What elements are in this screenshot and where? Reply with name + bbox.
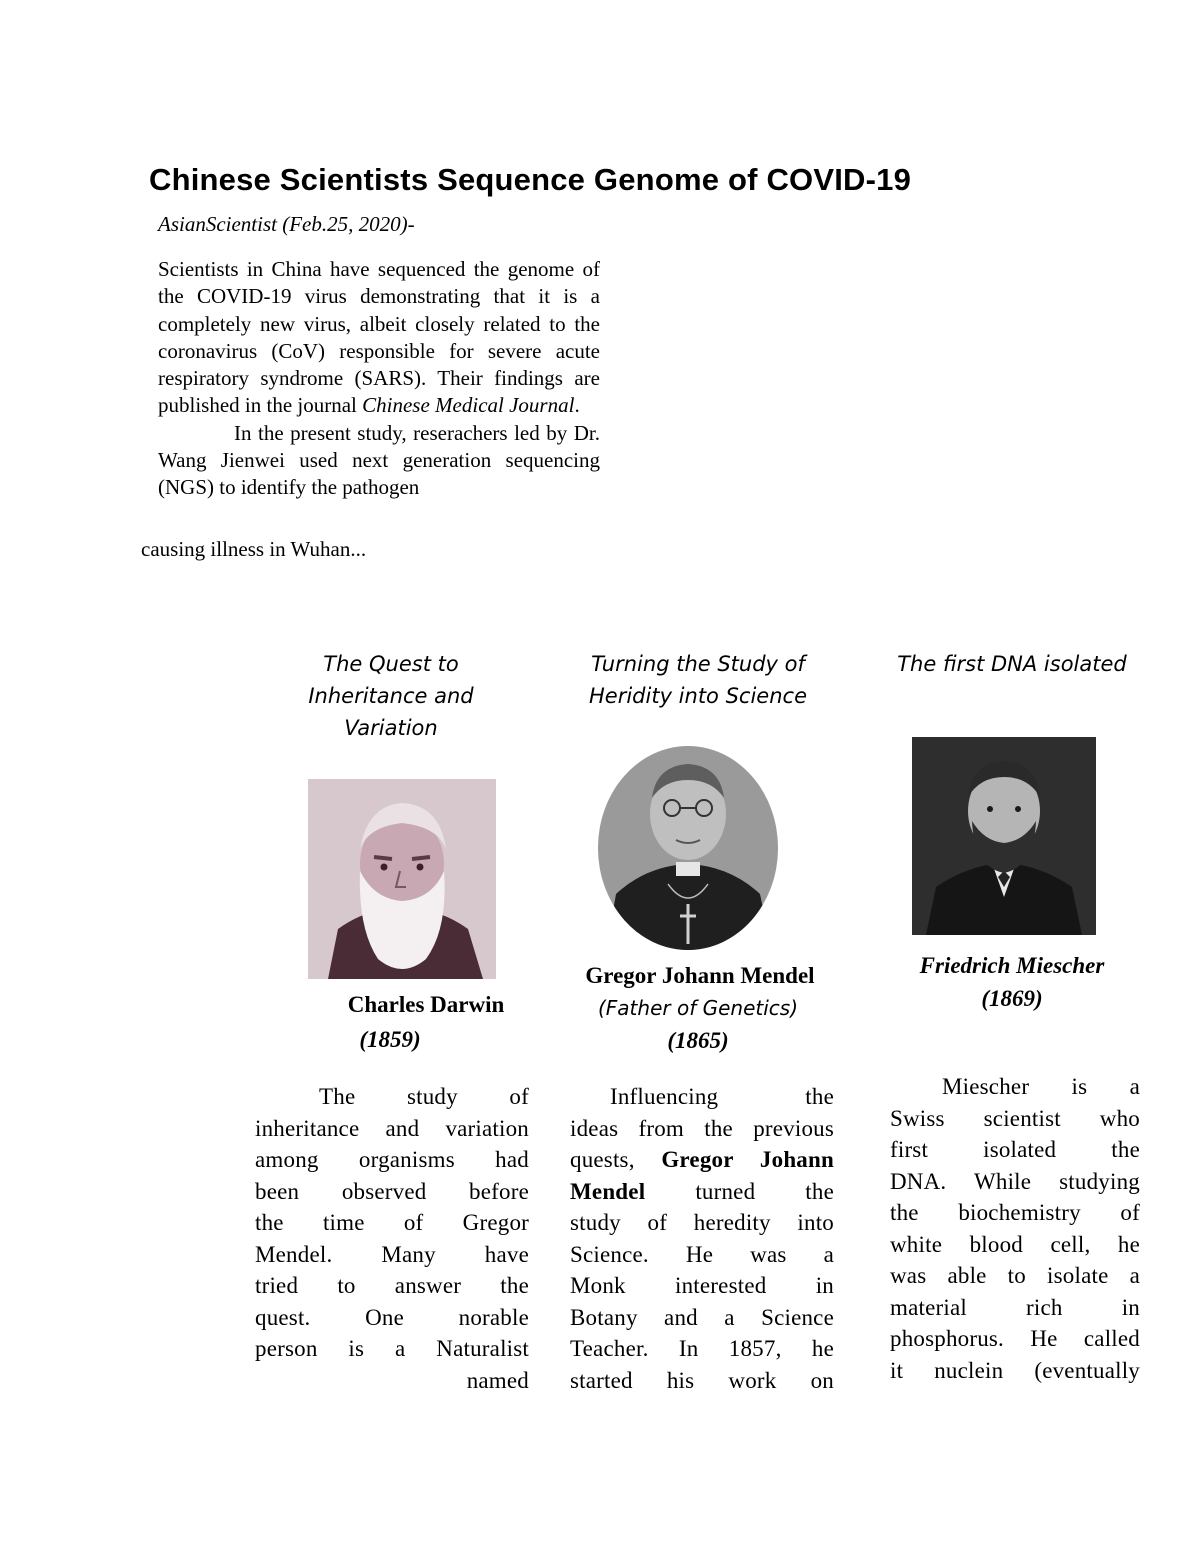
darwin-title-line: The Quest to xyxy=(323,652,459,676)
darwin-body-line: inheritance and variation xyxy=(255,1115,529,1141)
mendel-portrait-icon xyxy=(596,744,780,952)
article-paragraph-2: In the present study, reserachers led by Dr. Wang Jienwei used next generation sequencing (NGS) to identify the pathogen xyxy=(158,420,600,500)
darwin-body-line: The study of xyxy=(319,1084,529,1109)
article-paragraph-1-end: . xyxy=(574,393,580,418)
mendel-body-line: Monk interested in xyxy=(570,1273,834,1298)
mendel-body-line: Teacher. In 1857, he xyxy=(570,1336,834,1361)
miescher-body-line: Swiss scientist who xyxy=(890,1105,1140,1131)
mendel-subtitle-paren: ( xyxy=(597,996,606,1020)
mendel-body-line: Botany and a Science xyxy=(570,1304,834,1330)
mendel-body-line xyxy=(570,1144,834,1176)
mendel-body-line: ideas from the previous xyxy=(570,1115,834,1141)
mendel-name-bold: Gregor Johann xyxy=(661,1147,834,1172)
mendel-name-bold: Mendel xyxy=(570,1178,646,1204)
darwin-title-line: Variation xyxy=(344,716,438,740)
darwin-body-line: been observed before xyxy=(255,1178,529,1204)
miescher-year: (1869) xyxy=(981,986,1043,1011)
darwin-body-line: among organisms had xyxy=(255,1147,529,1172)
mendel-body-line: Science. He was a xyxy=(570,1241,834,1267)
miescher-body-line: it nuclein (eventually xyxy=(890,1357,1140,1383)
miescher-title-line: The first DNA isolated xyxy=(897,652,1127,676)
darwin-body-line: person is a Naturalist xyxy=(255,1336,529,1361)
darwin-column-title xyxy=(268,648,514,744)
miescher-body-line: was able to isolate a xyxy=(890,1263,1140,1288)
miescher-body-line: first isolated the xyxy=(890,1137,1140,1162)
mendel-subtitle xyxy=(570,992,826,1024)
darwin-body-line: named xyxy=(466,1367,529,1393)
headline: Chinese Scientists Sequence Genome of COVID-19 xyxy=(149,162,912,197)
mendel-body-line: Influencing the xyxy=(610,1084,834,1109)
gregor-mendel-portrait xyxy=(596,744,780,952)
darwin-body-line: quest. One norable xyxy=(255,1304,529,1330)
mendel-body xyxy=(570,1081,834,1396)
miescher-body xyxy=(890,1071,1140,1386)
darwin-body xyxy=(255,1081,529,1396)
mendel-body-line: started his work on xyxy=(570,1367,834,1393)
darwin-title-line: Inheritance and xyxy=(308,684,474,708)
miescher-body-line: the biochemistry of xyxy=(890,1200,1140,1225)
friedrich-miescher-portrait xyxy=(912,737,1096,935)
article-paragraph-2-tail: causing illness in Wuhan... xyxy=(141,537,367,561)
miescher-body-line: DNA. While studying xyxy=(890,1168,1140,1194)
miescher-body-line: Miescher is a xyxy=(942,1074,1140,1099)
journal-name: Chinese Medical Journal xyxy=(362,393,575,418)
miescher-column-title xyxy=(882,648,1142,680)
mendel-title-line: Turning the Study of xyxy=(591,652,805,676)
darwin-portrait-icon xyxy=(308,779,496,979)
mendel-body-line: study of heredity into xyxy=(570,1210,834,1235)
darwin-body-line: tried to answer the xyxy=(255,1273,529,1298)
darwin-body-line: the time of Gregor xyxy=(255,1210,529,1235)
darwin-body-line: Mendel. Many have xyxy=(255,1241,529,1267)
article-source: AsianScientist (Feb.25, 2020)- xyxy=(158,212,415,236)
miescher-body-line: phosphorus. He called xyxy=(890,1326,1140,1351)
article-excerpt xyxy=(141,256,600,561)
mendel-body-text: quests, xyxy=(570,1147,662,1172)
miescher-body-line: white blood cell, he xyxy=(890,1231,1140,1257)
miescher-name: Friedrich Miescher xyxy=(919,953,1105,978)
mendel-title-line: Heridity into Science xyxy=(589,684,807,708)
mendel-body-line xyxy=(570,1176,834,1208)
charles-darwin-portrait xyxy=(308,779,496,979)
darwin-name: Charles Darwin xyxy=(347,992,505,1017)
miescher-body-line: material rich in xyxy=(890,1294,1140,1320)
article-paragraph-1 xyxy=(158,256,600,420)
article-paragraph-1-text: Scientists in China have sequenced the genome of the COVID-19 virus demonstrating that it is a completely new virus, albeit closely related to the coronavirus (CoV) responsible for severe acute respiratory syndrome (SARS). Their findings are published in the journal xyxy=(158,257,600,418)
mendel-subtitle-text: Father of Genetics) xyxy=(605,996,798,1020)
mendel-body-text: turned the xyxy=(645,1178,834,1204)
mendel-year: (1865) xyxy=(667,1028,729,1053)
mendel-name: Gregor Johann Mendel xyxy=(585,963,815,988)
mendel-column-title xyxy=(570,648,826,712)
miescher-portrait-icon xyxy=(912,737,1096,935)
darwin-year: (1859) xyxy=(359,1027,421,1052)
